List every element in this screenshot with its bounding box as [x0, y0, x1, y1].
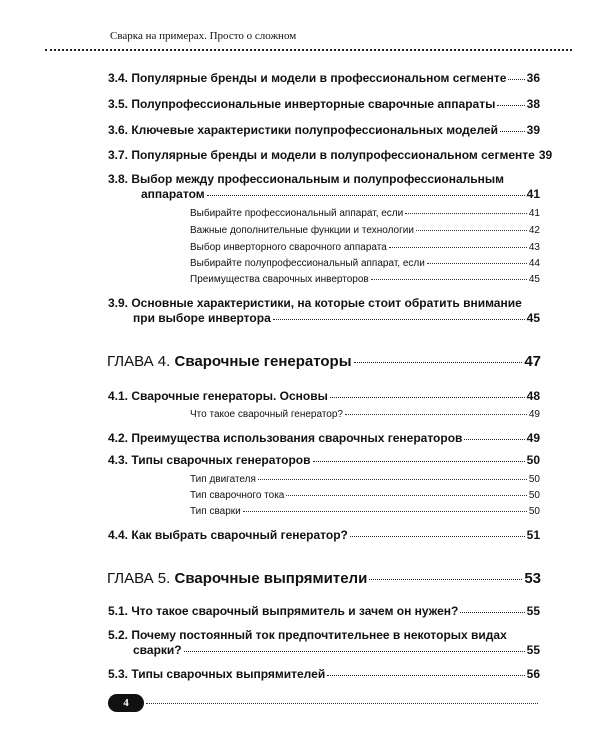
- toc-chapter-4[interactable]: ГЛАВА 4. Сварочные генераторы 47: [107, 353, 541, 370]
- footer-divider: [146, 703, 538, 704]
- toc-entry-4-2[interactable]: 4.2. Преимущества использования сварочных генераторов 49: [108, 431, 540, 445]
- toc-entry-3-5[interactable]: 3.5. Полупрофессиональные инверторные сварочные аппараты 38: [108, 97, 540, 111]
- toc-subentry[interactable]: Тип сварки 50: [190, 506, 540, 517]
- toc-entry-5-1[interactable]: 5.1. Что такое сварочный выпрямитель и зачем он нужен? 55: [108, 604, 540, 618]
- toc-entry-4-3[interactable]: 4.3. Типы сварочных генераторов 50: [108, 453, 540, 467]
- toc-subentry[interactable]: Выбирайте профессиональный аппарат, если 41: [190, 208, 540, 219]
- toc-entry-3-7[interactable]: 3.7. Популярные бренды и модели в полупрофессиональном сегменте 39: [108, 148, 553, 162]
- toc-subentry[interactable]: Тип сварочного тока 50: [190, 490, 540, 501]
- toc-entry-3-6[interactable]: 3.6. Ключевые характеристики полупрофессиональных моделей 39: [108, 123, 540, 137]
- toc-subentry[interactable]: Преимущества сварочных инверторов 45: [190, 274, 540, 285]
- toc-entry-3-9-line1[interactable]: 3.9. Основные характеристики, на которые стоит обратить внимание: [108, 296, 522, 310]
- toc-subentry[interactable]: Выбор инверторного сварочного аппарата 43: [190, 242, 540, 253]
- running-header: Сварка на примерах. Просто о сложном: [110, 30, 297, 42]
- toc-chapter-5[interactable]: ГЛАВА 5. Сварочные выпрямители 53: [107, 570, 541, 587]
- toc-entry-3-8-line1[interactable]: 3.8. Выбор между профессиональным и полупрофессиональным: [108, 172, 505, 186]
- page-number-badge: 4: [108, 694, 144, 712]
- toc-subentry[interactable]: Тип двигателя 50: [190, 474, 540, 485]
- toc-entry-5-3[interactable]: 5.3. Типы сварочных выпрямителей 56: [108, 667, 540, 681]
- toc-entry-3-9[interactable]: при выборе инвертора 45: [133, 311, 540, 325]
- toc-entry-3-4[interactable]: 3.4. Популярные бренды и модели в профессиональном сегменте 36: [108, 71, 540, 85]
- toc-entry-3-8[interactable]: аппаратом 41: [141, 187, 540, 201]
- header-divider: [45, 49, 572, 51]
- toc-entry-4-4[interactable]: 4.4. Как выбрать сварочный генератор? 51: [108, 528, 540, 542]
- toc-entry-5-2[interactable]: сварки? 55: [133, 643, 540, 657]
- toc-entry-5-2-line1[interactable]: 5.2. Почему постоянный ток предпочтительнее в некоторых видах: [108, 628, 507, 642]
- toc-entry-4-1[interactable]: 4.1. Сварочные генераторы. Основы 48: [108, 389, 540, 403]
- toc-subentry[interactable]: Что такое сварочный генератор? 49: [190, 409, 540, 420]
- toc-subentry[interactable]: Выбирайте полупрофессиональный аппарат, если 44: [190, 258, 540, 269]
- toc-subentry[interactable]: Важные дополнительные функции и технологии 42: [190, 225, 540, 236]
